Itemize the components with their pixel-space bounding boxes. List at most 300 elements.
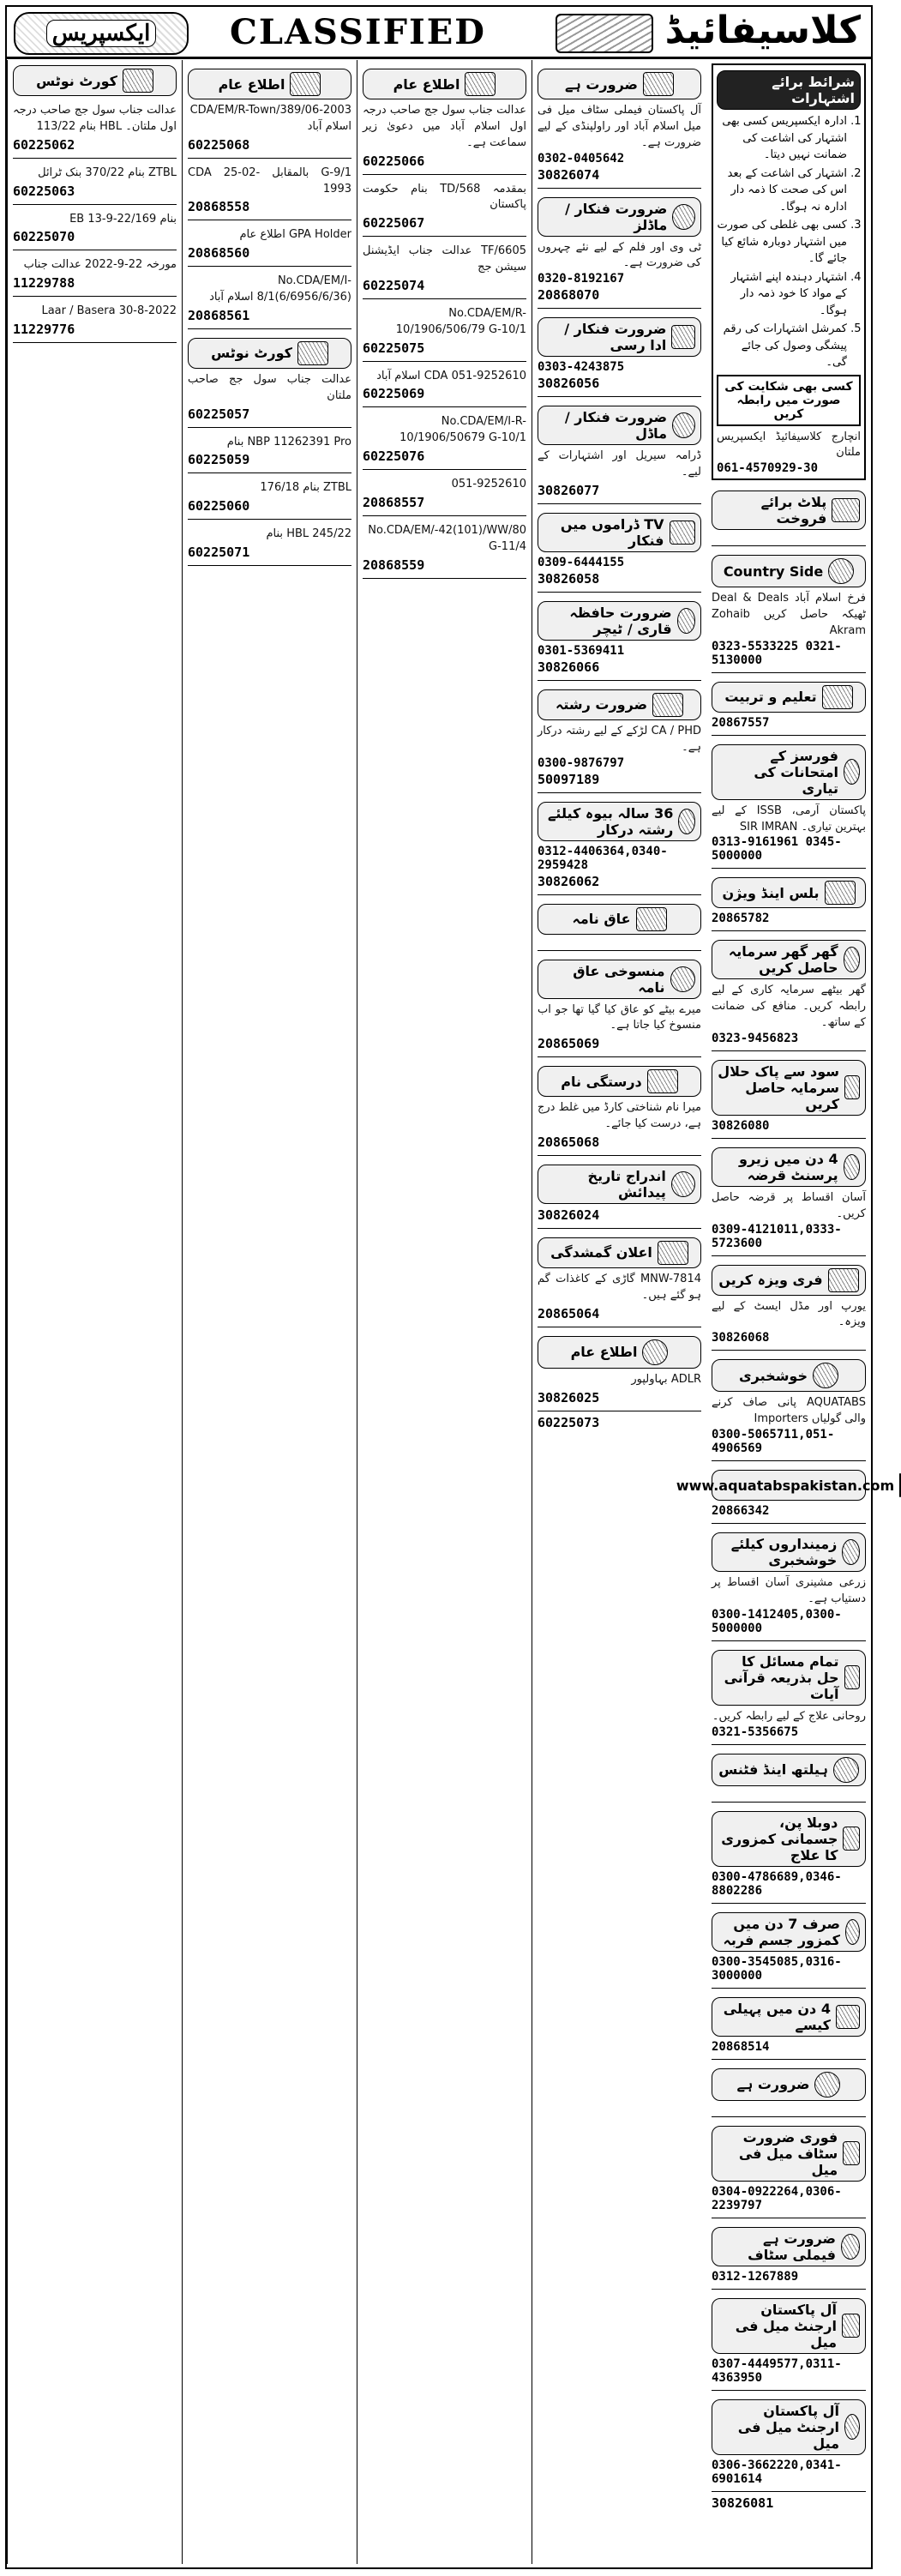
ad-body-text: ٹی وی اور فلم کے لیے نئے چہروں کی ضرورت ہے۔ [538,240,701,270]
ad-illustration-icon [290,72,321,96]
ad-illustration-icon [844,1075,860,1099]
ad-heading-text: ضرورت حافظہ قاری / ٹیچر [569,604,672,637]
express-logo [14,12,189,55]
ad-illustration-icon [643,72,674,96]
ad-illustration-icon [671,325,695,349]
classified-ad [363,365,526,408]
ad-heading [188,69,351,99]
ad-body-text: بمقدمہ 568/TD بنام حکومت پاکستان [363,182,527,212]
ad-phone-number: 0306-3662220,0341-6901614 [712,2458,842,2486]
ad-heading [538,513,701,552]
ad-illustration-icon [844,1154,860,1180]
ad-illustration-icon [677,608,695,634]
notice-column [357,60,532,2564]
classified-ad [712,2222,866,2290]
rule-item: 5. کمرشل اشتہارات کی رقم پیشگی وصول کی جائے گی۔ [717,321,847,371]
contact-phone: 061-4570929-30 [717,461,819,476]
ad-heading-text: ضرورت ہے [565,75,638,93]
rules-column [676,60,895,2564]
ad-heading [712,682,866,713]
ad-code: 60225066 [363,153,425,169]
ad-body-text: روحانی علاج کے لیے رابطہ کریں۔ [712,1709,866,1723]
ad-heading [712,877,866,908]
ad-code: 60225068 [188,136,250,153]
ad-heading [538,601,701,641]
classified-ad [712,1260,866,1351]
classified-ad [13,162,177,205]
ad-body-text: ڈرامہ سیریل اور اشتہارات کے لیے۔ [538,449,701,479]
ad-body-text: میرا نام شناختی کارڈ میں غلط درج ہے، درست کیا جائے۔ [538,1101,701,1131]
classified-ad [538,508,701,593]
ad-heading-text: 4 دن میں زیرو پرسنٹ قرضہ [739,1150,838,1183]
ad-heading [712,940,866,979]
ad-heading-text: خوشخبری [739,1367,808,1384]
ad-heading [712,2126,866,2182]
ad-heading-text: فوری ضرورت سٹاف میل فی میل [738,2128,838,2178]
classified-ad [712,872,866,931]
classified-ad [712,1527,866,1641]
rule-item: 2. اشتہار کی اشاعت کے بعد اس کی صحت کا ذمہ دار ادارہ نہ ہوگا۔ [717,166,847,216]
ad-heading-text: تعلیم و تربیت [724,689,817,706]
ad-body-text: عدالت جناب سول جج صاحب درجہ اول ملتان۔ HBL بنام 113/22 [13,104,177,133]
ad-code: 60225059 [188,452,250,468]
rule-item: 3. کسی بھی غلطی کی صورت میں اشتہار دوبارہ شائع کیا جائے گا۔ [717,217,847,268]
ad-code: 30826058 [538,570,600,587]
rules-ads-list [676,485,895,2491]
ad-body-text: میرے بیٹے کو عاق کیا گیا تھا جو اب منسوخ کیا جاتا ہے۔ [538,1002,701,1032]
ad-heading-text: سود سے پاک حلال سرمایہ حاصل کریں [718,1062,840,1112]
classified-ad [538,192,701,310]
ad-heading-text: زمینداروں کیلئے خوشخبری [730,1536,838,1568]
ad-code: 30826074 [538,166,600,183]
ad-code: 60225075 [363,340,425,356]
ad-phone-number: 20867557 [712,715,770,730]
classified-ad [712,2063,866,2117]
ad-illustration-icon [844,947,860,972]
ad-illustration-icon [672,204,695,230]
ad-phone-number: 30826068 [712,1331,770,1345]
classified-ad [712,1055,866,1139]
ad-illustration-icon [844,1665,860,1689]
ad-heading-text: گھر گھر سرمایہ حاصل کریں [728,943,838,977]
general-ads-list [188,63,351,566]
ad-phone-number: 0303-4243875 [538,360,625,375]
ad-phone-number: 0300-5065711,051-4906569 [712,1428,835,1455]
ad-code: 60225076 [363,448,425,465]
classified-ad [363,411,526,470]
classified-ad [363,240,526,299]
ad-code: 20868557 [363,494,425,510]
ad-heading [712,491,866,530]
ad-heading [538,1237,701,1268]
classified-ad [712,1907,866,1989]
ad-illustration-icon [842,2314,860,2338]
ad-heading [538,1336,701,1369]
ad-code: 60225057 [188,406,250,422]
ad-illustration-icon [813,1363,838,1388]
classified-ad [188,477,351,520]
ad-body-text: GPA Holder اطلاع عام [239,228,351,242]
classified-ad [188,270,351,329]
classified-ad [13,254,177,297]
ad-body-text: عدالت جناب سول جج صاحب ملتان [188,372,351,402]
ad-heading [538,317,701,357]
ad-illustration-icon [670,966,695,992]
ad-phone-number: 0300-9876797 [538,755,625,770]
ad-phone-number: 0323-9456823 [712,1031,799,1045]
ad-heading-text: Country Side [723,563,824,580]
ad-illustration-icon [678,809,695,834]
ad-body-text: ZTBL بنام 176/18 [260,481,351,495]
ad-heading-text: اعلان گمشدگی [550,1244,652,1261]
ad-illustration-icon [828,558,854,584]
ad-code: 20868558 [188,199,250,215]
classified-ad [538,312,701,397]
ad-phone-number: 0309-6444155 [538,555,625,569]
ad-code: 20868070 [538,287,600,304]
classified-ad [538,63,701,189]
classified-ad [363,178,526,238]
classified-ad [538,1061,701,1156]
ad-phone-number: 0321-5356675 [712,1724,799,1739]
ad-illustration-icon [822,685,853,709]
classified-ad [712,1645,866,1745]
ad-heading [712,1912,866,1952]
notice-ads-list [363,63,526,579]
ad-code: 20865064 [538,1305,600,1321]
ad-illustration-icon [832,498,860,522]
ad-illustration-icon [841,2234,860,2260]
classified-ad [712,2293,866,2391]
classified-ad [538,797,701,895]
ad-illustration-icon [843,2141,860,2165]
classified-ad [188,431,351,474]
ad-heading-text: www.aquatabspakistan.com [676,1477,895,1494]
classified-ad [712,1748,866,1803]
ad-phone-number: 20866342 [712,1504,770,1518]
ad-heading-text: منسوخی عاق نامہ [573,962,665,996]
classified-ad [13,99,177,159]
ad-body-text: مورخہ 22-9-2022 عدالت جناب [23,258,177,272]
ad-phone-number: 0300-1412405,0300-5000000 [712,1607,842,1635]
ad-illustration-icon [652,693,683,717]
ad-heading-text: درستگی نام [561,1073,642,1090]
ad-body-text: No.CDA/EM/I-8/1(6/6956/6/36) اسلام آباد [209,274,351,304]
ad-heading [712,1997,866,2037]
ad-code: 20868559 [363,557,425,573]
ad-heading-text: پلاٹ برائے فروخت [760,494,827,527]
ad-heading-text: تمام مسائل کا حل بذریعہ قرآنی آیات [724,1652,839,1702]
classified-ad [363,520,526,579]
ad-code: 60225069 [363,386,425,402]
ad-heading [538,1066,701,1097]
ad-illustration-icon [297,341,328,365]
ad-heading [712,2399,866,2455]
ad-heading [538,689,701,720]
court-column [7,60,182,2564]
classified-ad [188,523,351,566]
ad-body-text: AQUATABS پانی صاف کرنے والی گولیاں Importers [712,1396,866,1426]
ad-heading-text: اطلاع عام [393,75,460,93]
ad-heading-text: 4 دن میں پہیلی کیسے [723,2000,831,2033]
rules-list [717,113,861,371]
classified-ad [712,550,866,673]
ad-phone-number: 0304-0922264,0306-2239797 [712,2184,842,2212]
page-title-urdu: کلاسیفائیڈ [664,9,861,52]
ad-code: 60225063 [13,183,75,199]
classified-ad [538,899,701,951]
ad-body-text: G-9/1 بالمقابل CDA 25-02-1993 [188,166,351,196]
ad-phone-number: 0301-5369411 [538,643,625,658]
classified-ad [712,485,866,546]
ad-code: 11229788 [13,275,75,292]
ad-phone-number: 0320-8192167 [538,272,625,286]
classified-ad [13,208,177,251]
rule-item: 4. اشتہار دہندہ اپنے اشتہار کے مواد کا خود ذمہ دار ہوگا۔ [717,269,847,320]
ad-body-text: ZTBL بنام 370/22 بنک ٹرائل [38,166,177,179]
rules-title: شرائط برائے اشتہارات [717,70,861,110]
classified-ad [712,1806,866,1904]
ad-body-text: MNW-7814 گاڑی کے کاغذات گم ہو گئے ہیں۔ [538,1272,701,1302]
ad-heading-text: ضرورت فنکار / ماڈل [564,409,668,442]
ad-phone-number: 20868514 [712,2039,770,2054]
ad-body-text: 051-9252610 CDA اسلام آباد [376,369,526,382]
ad-heading-text: فری ویزہ کریں [718,1272,823,1289]
ad-heading-text: ہیلتھ اینڈ فٹنس [718,1761,828,1779]
ad-code: 30826024 [538,1207,600,1223]
classified-ad [363,303,526,362]
ad-illustration-icon [836,2005,860,2029]
classified-ad [712,1992,866,2060]
ad-illustration-icon [671,1171,695,1197]
ad-spacer [712,533,866,540]
classified-ad [712,2121,866,2218]
classified-ad [188,224,351,267]
ad-code: 50097189 [538,771,600,787]
ad-heading [712,1811,866,1867]
ad-phone-number: 0307-4449577,0311-4363950 [712,2356,842,2385]
ad-heading-text: TV ڈراموں میں فنکار [560,515,664,549]
ad-heading [538,960,701,999]
wanted-column [532,60,706,2564]
ad-code: 60225071 [188,545,250,561]
ad-body-text: فرخ اسلام آباد Deal & Deals ٹھیکہ حاصل کریں Zohaib Akram [712,592,867,637]
ad-illustration-icon [647,1069,678,1093]
ad-illustration-icon [642,1339,668,1365]
ad-heading-text: اندراج تاریخ پیدائش [587,1167,666,1201]
ad-code: 20868560 [188,245,250,262]
ad-heading [363,69,526,99]
ad-body-text: آل پاکستان فیملی سٹاف میل فی میل اسلام آباد اور راولپنڈی کے لیے ضرورت ہے۔ [538,104,701,149]
ad-illustration-icon [636,907,667,931]
ad-body-text: CA / PHD لڑکے کے لیے رشتہ درکار ہے۔ [538,724,701,754]
classified-ad [13,300,177,343]
ad-illustration-icon [814,2072,840,2098]
ad-illustration-icon [842,1539,860,1565]
ad-heading-text: بلس اینڈ ویژن [722,884,820,901]
classified-ad [712,677,866,736]
ad-body-text: زرعی مشینری آسان اقساط پر دستیاب ہے۔ [712,1576,866,1605]
ad-phone-number: 0323-5533225 0321-5130000 [712,639,842,667]
ad-spacer [712,1790,866,1797]
classified-ad [363,63,526,175]
wanted-ads-list [538,63,701,1411]
ad-heading [538,904,701,935]
complaint-note: کسی بھی شکایت کی صورت میں رابطہ کریں [717,375,861,426]
ad-phone-number: 20865782 [712,912,770,926]
ad-phone-number: 0302-0405642 [538,151,625,166]
ad-body-text: NBP 11262391 Pro بنام [226,435,351,448]
ad-code: 20868561 [188,307,250,323]
masthead [7,7,871,59]
ad-body-text: گھر بیٹھے سرمایہ کاری کے لیے رابطہ کریں۔ منافع کی ضمانت کے ساتھ۔ [712,984,866,1030]
ad-spacer [712,2104,866,2111]
classified-ad [363,473,526,516]
ad-heading [712,744,866,800]
court-notice-title: کورٹ نوٹس [36,72,117,89]
classified-ad [712,1354,866,1461]
ad-heading-text: 36 سالہ بیوہ کیلئے رشتہ درکار [548,804,674,838]
ad-phone-number: 0300-3545085,0316-3000000 [712,1954,842,1983]
classified-ad [188,333,351,428]
classified-ad [538,1232,701,1327]
ad-phone-number: 0300-4786689,0346-8802286 [712,1869,842,1898]
ad-body-text: 6605/TF عدالت جناب ایڈیشنل سیشن جج [363,244,526,274]
ad-heading-text: عاق نامہ [572,911,631,928]
ad-body-text: No.CDA/EM/R-10/1906/506/79 G-10/1 [395,306,526,336]
classified-ad [676,1465,895,1524]
ad-heading-text: ضرورت فنکار / ماڈلز [565,200,668,233]
ad-illustration-icon [465,72,496,96]
page-title-english: CLASSIFIED [230,12,486,52]
ad-heading [538,802,701,841]
newspaper-illustration-icon [556,14,653,53]
ad-heading-text: ضرورت ہے فیملی سٹاف [748,2230,837,2263]
ad-code: 30826081 [712,2495,774,2511]
ad-heading [712,2298,866,2354]
ad-body-text: عدالت جناب سول جج صاحب درجہ اول اسلام آباد میں دعویٰ زیر سماعت ہے۔ [363,104,526,149]
ad-phone-number: 30826080 [712,1118,770,1133]
ad-phone-number: 0309-4121011,0333-5723600 [712,1222,842,1250]
ad-heading-text: دوبلا پن، جسمانی کمزوری کا علاج [721,1814,838,1863]
court-ads-list [13,99,177,343]
ad-phone-number: 0313-9161961 0345-5000000 [712,835,842,864]
classified-ad [538,596,701,681]
ad-illustration-icon [672,412,695,438]
general-column [182,60,357,2564]
ad-heading-text: اطلاع عام [218,75,285,93]
ad-heading [712,2068,866,2101]
ad-body-text: آسان اقساط پر قرضہ حاصل کریں۔ [712,1190,866,1220]
ad-heading [538,406,701,445]
ad-illustration-icon [825,881,856,905]
ad-code: 11229776 [13,322,75,338]
ad-heading [712,1359,866,1392]
ad-body-text: یورپ اور مڈل ایسٹ کے لیے ویزہ۔ [712,1299,866,1329]
ad-heading-text: ضرورت فنکار / ادا رسی [564,321,667,354]
ad-heading-text: ضرورت رشتہ [555,696,648,713]
ad-body-text: CDA/EM/R-Town/389/06-2003 اسلام آباد [189,104,351,133]
ad-heading [712,1265,866,1296]
ad-body-text: 051-9252610 [451,478,526,491]
rules-box [712,63,866,480]
ad-body-text: HBL 245/22 بنام [266,527,351,541]
newspaper-page [5,5,895,2569]
ad-heading-text: کورٹ نوٹس [211,345,292,362]
ad-heading [712,1650,866,1706]
ad-heading [712,1060,866,1116]
ad-code: 60225070 [13,229,75,245]
ad-body-text: ADLR بہاولپور [631,1372,701,1386]
ad-heading-text: ضرورت ہے [736,2076,810,2093]
ad-phone-number: 0312-1267889 [712,2269,799,2284]
ad-body-text: No.CDA/EM/I-R-10/1906/50679 G-10/1 [399,415,526,445]
ad-heading [538,69,701,99]
ad-code: 60225073 [538,1414,600,1430]
ad-code: 30826077 [538,482,600,498]
ad-illustration-icon [670,521,695,545]
classified-ad [538,954,701,1058]
ad-illustration-icon [843,1827,860,1851]
classified-ad [712,1142,866,1256]
ad-heading-text: اطلاع عام [570,1344,638,1361]
ad-code: 30826056 [538,376,600,392]
ad-illustration-icon [844,2414,860,2440]
ad-body-text: پاکستان آرمی، ISSB کے لیے بہترین تیاری۔ SIR IMRAN [712,803,866,834]
ad-code: 30826066 [538,659,600,675]
ad-code: 60225062 [13,136,75,153]
ad-heading [676,1470,895,1501]
ad-code: 30826062 [538,873,600,889]
ad-spacer [538,938,701,945]
ad-body-text: Laar / Basera 30-8-2022 [41,304,177,318]
ad-code: 60225074 [363,277,425,293]
ad-heading [538,197,701,237]
ad-body-text: No.CDA/EM/-42(101)/WW/80 G-11/4 [368,523,526,553]
classified-ad [538,684,701,793]
ad-heading [188,338,351,369]
ad-heading-text: فورسز کے امتحانات کی تیاری [754,747,838,797]
ad-code: 60225060 [188,498,250,515]
classified-ad [188,63,351,159]
ad-body-text: بنام 169/EB 13-9-22 [69,212,177,226]
ad-code: 60225067 [363,215,425,232]
ad-code: 20865069 [538,1036,600,1052]
classified-ad [538,1159,701,1229]
court-notice-heading [13,65,177,96]
classified-ad [538,400,701,504]
rule-item: 1. ادارہ ایکسپریس کسی بھی اشتہار کی اشاعت کی ضمانت نہیں دیتا۔ [717,113,847,164]
ad-heading [712,2227,866,2266]
classified-ad [712,935,866,1051]
ad-phone-number: 0312-4406364,0340-2959428 [538,844,668,872]
ad-heading [538,1165,701,1204]
ad-illustration-icon [828,1268,859,1292]
ad-illustration-icon [658,1241,688,1265]
classified-ad [538,1331,701,1411]
ad-heading-text: آل پاکستان ارجنٹ میل فی میل [735,2301,837,2350]
ad-illustration-icon [844,759,860,785]
ad-heading [712,1754,866,1786]
ad-heading-text: آل پاکستان ارجنٹ میل فی میل [737,2402,840,2452]
ad-heading [712,1532,866,1572]
contact-label: انچارج کلاسیفائیڈ ایکسپریس ملتان [717,430,861,460]
ad-illustration-icon [845,1919,860,1945]
classified-ad [712,739,866,870]
classified-ad [188,162,351,221]
ad-heading-text: صرف 7 دن میں کمزور جسم فربہ [723,1915,840,1948]
ad-heading [712,1147,866,1187]
